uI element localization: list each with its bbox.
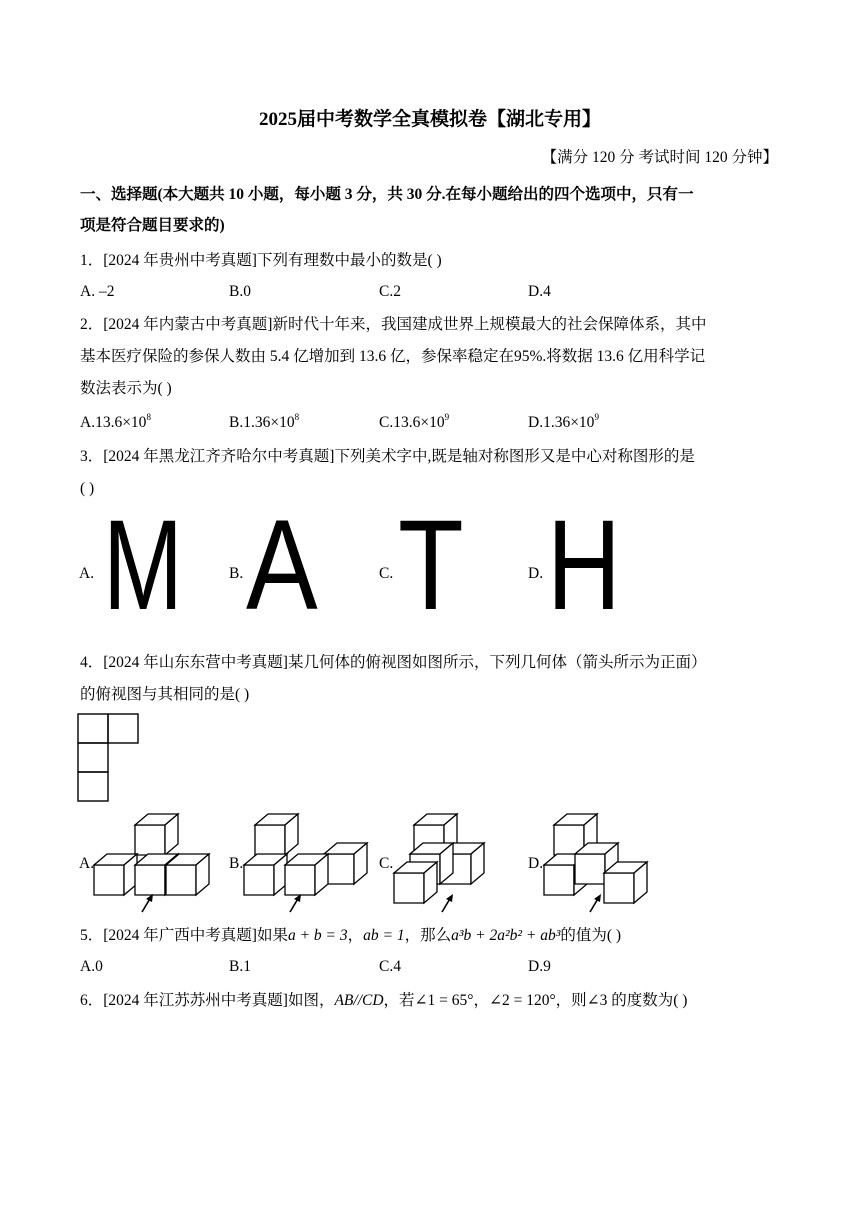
q4-option-c-label: C. [379, 855, 394, 872]
q5-option-c: C.4 [379, 958, 401, 975]
section-heading-line2: 项是符合题目要求的) [80, 217, 225, 234]
q5-condition-sum: a + b = 3 [287, 927, 348, 944]
question-3-line1: 3．[2024 年黑龙江齐齐哈尔中考真题]下列美术字中,既是轴对称图形又是中心对称图形的是 [80, 448, 695, 465]
q3-option-a-label: A. [79, 565, 95, 582]
q4-solid-b-figure [238, 810, 374, 914]
front-arrow-icon [590, 894, 601, 912]
q5-option-d: D.9 [528, 958, 551, 975]
question-1-stem: 1．[2024 年贵州中考真题]下列有理数中最小的数是( ) [80, 252, 442, 269]
score-info: 【满分 120 分 考试时间 120 分钟】 [541, 149, 778, 166]
q1-option-d: D.4 [528, 283, 551, 300]
q3-letter-a: A [246, 494, 318, 637]
question-4-line1: 4．[2024 年山东东营中考真题]某几何体的俯视图如图所示，下列几何体（箭头所示为正面） [80, 654, 707, 671]
q3-option-d-label: D. [528, 565, 544, 582]
cube [324, 843, 367, 884]
q2-option-b: $B.1.36\times 10^8$ [229, 412, 300, 431]
q1-option-b: B.0 [229, 283, 251, 300]
cube [244, 854, 287, 895]
q3-letter-h: H [547, 494, 621, 637]
q3-letter-t: T [398, 494, 464, 637]
q4-option-b-label: B. [229, 855, 244, 872]
top-view-figure [76, 712, 142, 806]
q4-option-a-label: A. [79, 855, 95, 872]
q3-option-c-label: C. [379, 565, 394, 582]
q1-option-c: C.2 [379, 283, 401, 300]
q5-expression: a³b + 2a²b² + ab³ [451, 927, 561, 944]
q1-option-a: A. –2 [80, 283, 115, 300]
front-arrow-icon [442, 894, 453, 912]
q2-option-d: $D.1.36\times 10^9$ [528, 412, 599, 431]
front-arrow-icon [142, 894, 153, 912]
cube [255, 814, 298, 855]
q5-condition-product: ab = 1 [363, 927, 405, 944]
q4-solid-d-figure [538, 810, 648, 914]
cube [394, 862, 437, 903]
front-arrow-icon [290, 894, 301, 912]
q5-option-b: B.1 [229, 958, 251, 975]
q4-solid-c-figure [388, 810, 492, 914]
cube [604, 862, 647, 903]
question-2-line2: 基本医疗保险的参保人数由 5.4 亿增加到 13.6 亿，参保率稳定在95%.将数据 13.6 亿用科学记 [80, 348, 706, 365]
cube [135, 814, 178, 855]
q4-option-d-label: D. [528, 855, 544, 872]
question-4-line2: 的俯视图与其相同的是( ) [80, 686, 250, 703]
question-5-stem: 5．[2024 年广西中考真题]如果a + b = 3，ab = 1，那么a³b + 2a²b² + ab³的值为( ) [80, 927, 622, 944]
page-title: 2025届中考数学全真模拟卷【湖北专用】 [258, 109, 601, 130]
q3-option-b-label: B. [229, 565, 244, 582]
question-2-line3: 数法表示为( ) [80, 380, 172, 397]
cube [285, 854, 328, 895]
question-3-line2: ( ) [80, 480, 95, 497]
q4-solid-a-figure [88, 810, 218, 914]
q5-option-a: A.0 [80, 958, 103, 975]
q2-option-c: $C.13.6\times 10^9$ [379, 412, 450, 431]
question-6-stem: 6．[2024 年江苏苏州中考真题]如图，AB//CD，若∠1 = 65°，∠2 = 120°，则∠3 的度数为( ) [80, 992, 688, 1009]
cube [94, 854, 137, 895]
section-heading-line1: 一、选择题(本大题共 10 小题，每小题 3 分，共 30 分.在每小题给出的四个选项中，只有一 [80, 186, 694, 203]
q6-condition: AB//CD [334, 992, 384, 1009]
question-2-line1: 2．[2024 年内蒙古中考真题]新时代十年来，我国建成世界上规模最大的社会保障体系，其中 [80, 316, 707, 333]
cube [166, 854, 209, 895]
q3-letter-m: M [103, 494, 183, 637]
q2-option-a: $A.13.6\times 10^8$ [80, 412, 151, 431]
